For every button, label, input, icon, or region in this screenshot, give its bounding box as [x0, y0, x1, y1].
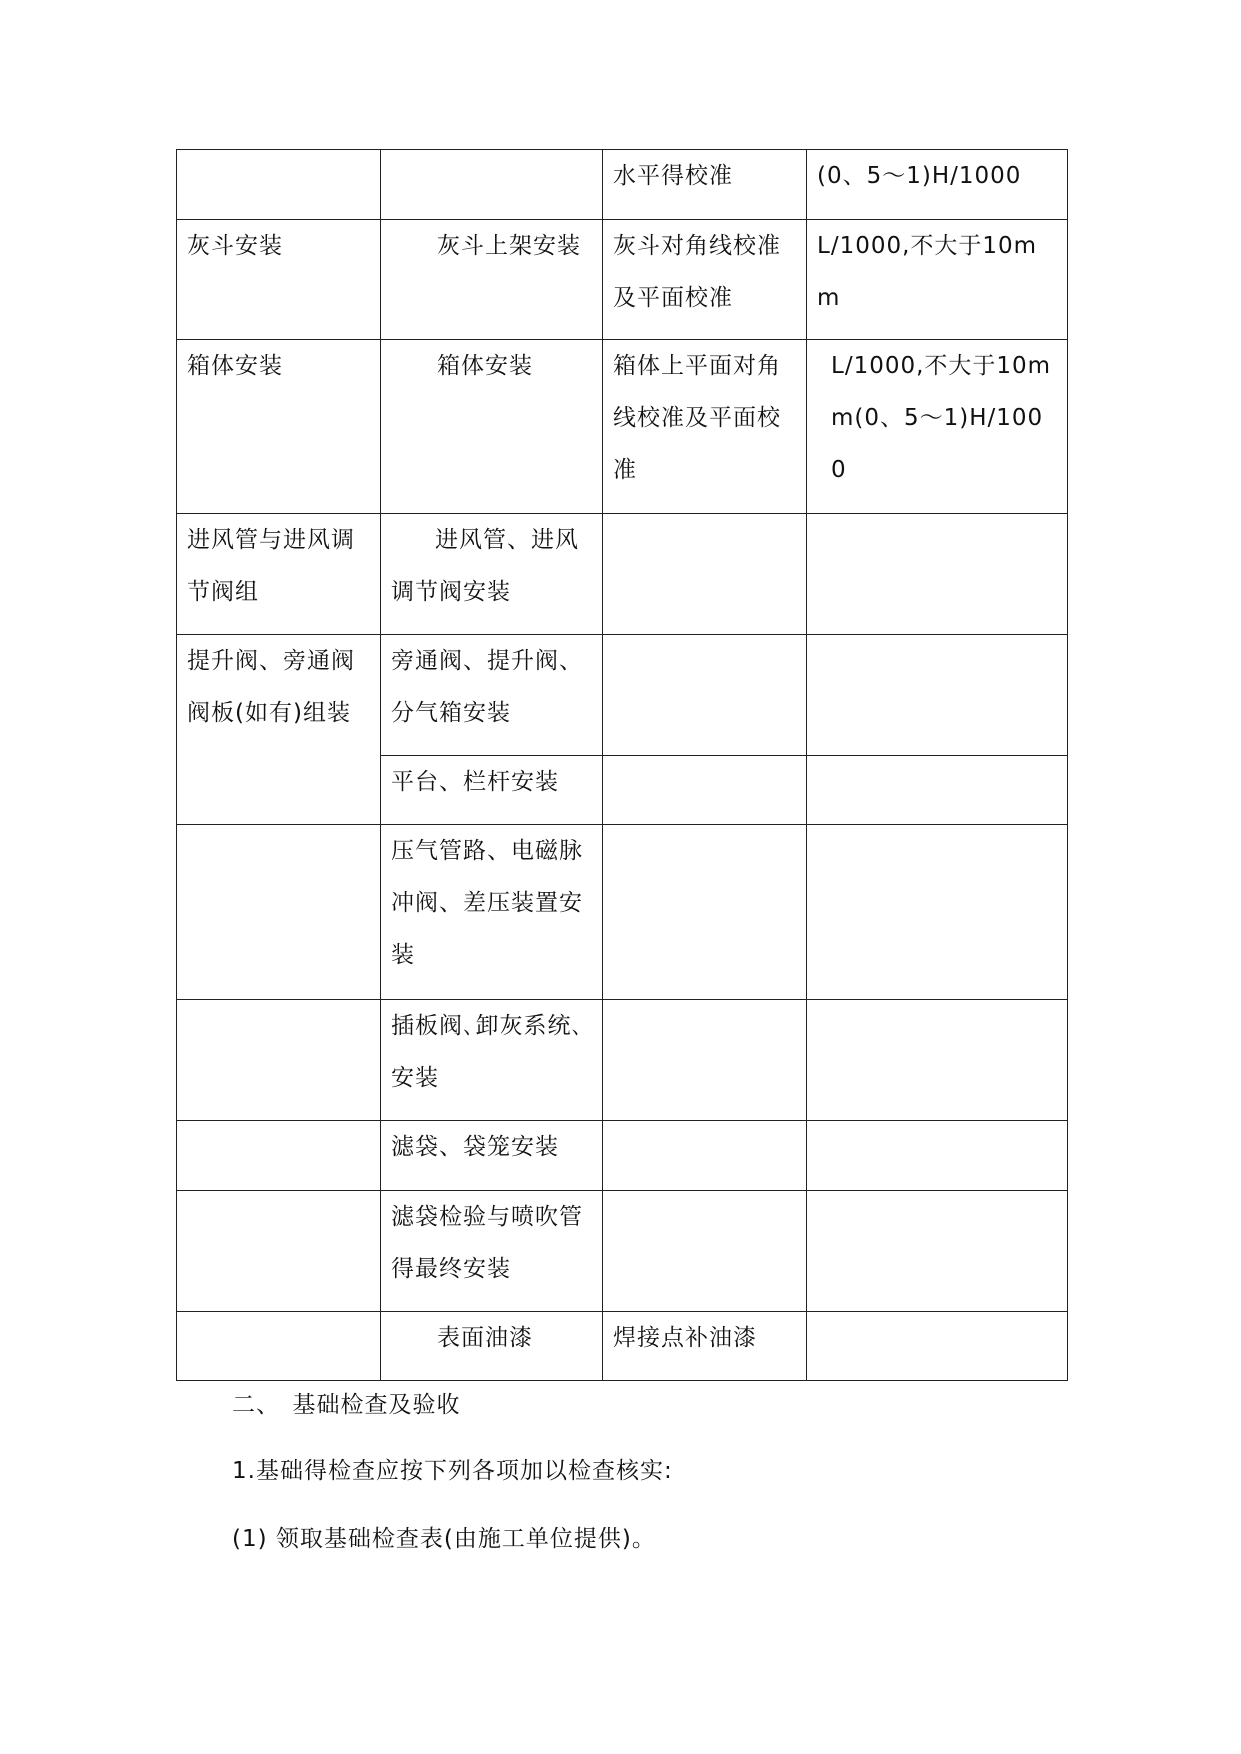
table-cell: [603, 635, 807, 756]
table-cell: 进风管、进风调节阀安装: [381, 514, 603, 635]
table-row: [177, 1121, 1068, 1191]
table-row: [177, 825, 1068, 1000]
table-cell: 灰斗对角线校准及平面校准: [603, 220, 807, 340]
table-row: [177, 220, 1068, 340]
table-cell: 焊接点补油漆: [603, 1312, 807, 1381]
table-cell: [807, 756, 1068, 825]
table-cell: 箱体安装: [177, 340, 381, 514]
table-cell: [807, 514, 1068, 635]
table-cell: 压气管路、电磁脉冲阀、差压装置安装: [381, 825, 603, 1000]
table-cell: (0、5～1)H/1000: [807, 150, 1068, 220]
table-cell: 灰斗安装: [177, 220, 381, 340]
paragraph: 1.基础得检查应按下列各项加以检查核实:: [232, 1458, 673, 1484]
table-cell: [603, 514, 807, 635]
table-cell: [177, 1000, 381, 1121]
table-cell: L/1000,不大于10mm: [807, 220, 1068, 340]
table-cell: 表面油漆: [381, 1312, 603, 1381]
table-cell: [603, 756, 807, 825]
table-cell: [603, 1121, 807, 1191]
table-cell: L/1000,不大于10mm(0、5～1)H/1000: [807, 340, 1068, 514]
table-row: [177, 514, 1068, 635]
table-cell: 灰斗上架安装: [381, 220, 603, 340]
table-cell: [807, 1312, 1068, 1381]
table-cell: [807, 825, 1068, 1000]
table-cell: [177, 1312, 381, 1381]
table-cell: 进风管与进风调节阀组: [177, 514, 381, 635]
table-cell: 提升阀、旁通阀阀板(如有)组装: [177, 635, 381, 825]
table-cell: [807, 635, 1068, 756]
section-heading: 二、 基础检查及验收: [232, 1392, 461, 1418]
table-cell: 滤袋、袋笼安装: [381, 1121, 603, 1191]
table-cell: 箱体安装: [381, 340, 603, 514]
table-row: [177, 150, 1068, 220]
table-cell: [177, 1191, 381, 1312]
table-cell: 插板阀､卸灰系统､安装: [381, 1000, 603, 1121]
table-cell: [177, 1121, 381, 1191]
table-cell: [177, 150, 381, 220]
table-cell: 旁通阀、提升阀、分气箱安装: [381, 635, 603, 756]
installation-spec-table: [176, 149, 1068, 1381]
table-cell: 水平得校准: [603, 150, 807, 220]
table-cell: [603, 1191, 807, 1312]
table-row: [177, 1191, 1068, 1312]
table-cell: [381, 150, 603, 220]
table-cell: [807, 1000, 1068, 1121]
table-cell: 滤袋检验与喷吹管得最终安装: [381, 1191, 603, 1312]
table-cell: [603, 1000, 807, 1121]
paragraph: (1) 领取基础检查表(由施工单位提供)。: [232, 1526, 656, 1552]
table-cell: 平台、栏杆安装: [381, 756, 603, 825]
table-row: [177, 635, 1068, 756]
table-cell: [177, 825, 381, 1000]
table-row: [177, 340, 1068, 514]
table-cell: 箱体上平面对角线校准及平面校准: [603, 340, 807, 514]
table-row: [177, 1312, 1068, 1381]
table-row: [177, 1000, 1068, 1121]
table-cell: [807, 1191, 1068, 1312]
table-cell: [807, 1121, 1068, 1191]
table-cell: [603, 825, 807, 1000]
